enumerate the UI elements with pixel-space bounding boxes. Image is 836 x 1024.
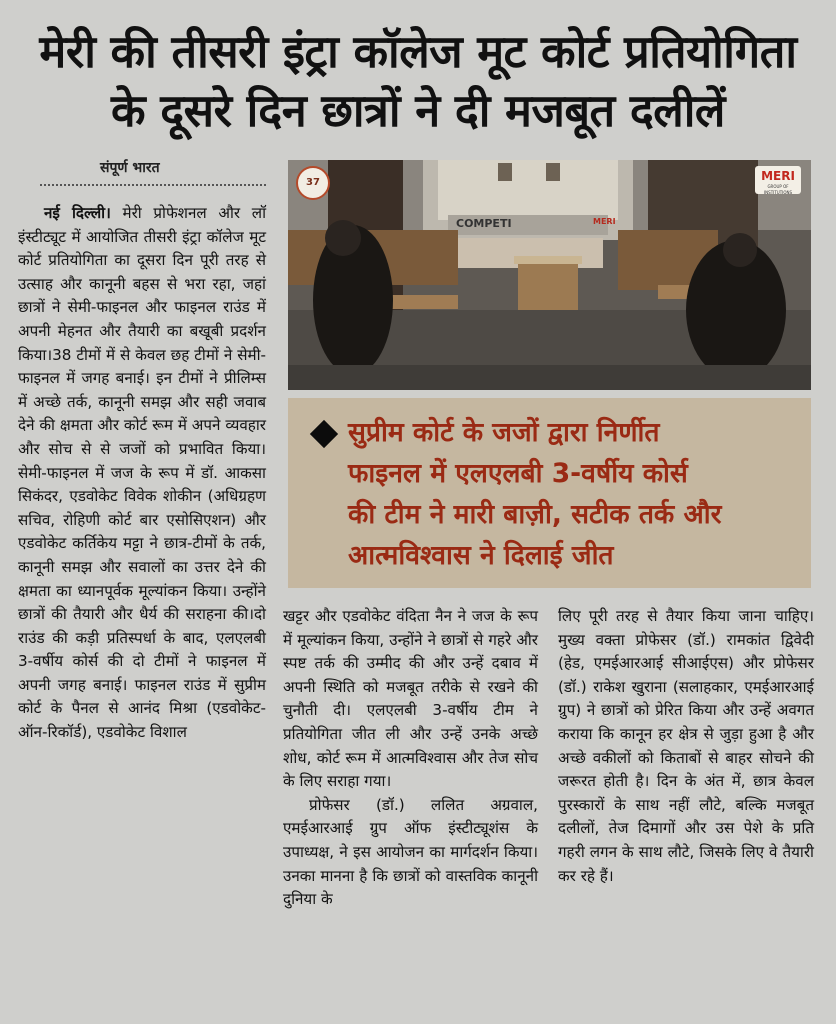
headline — [14, 22, 822, 140]
event-photo — [288, 160, 811, 390]
logo-text: MERI — [761, 169, 795, 183]
dateline: नई दिल्ली। — [44, 204, 111, 222]
article-column-2 — [283, 605, 538, 912]
article-paragraph: खट्टर और एडवोकेट वंदिता नैन ने जज के रूप में मूल्यांकन किया, उन्होंने ने छात्रों से गहरे और स्पष्ट तर्क की उम्मीद की और उन्हें दबाव में अपनी स्थिति को मजबूत तरीके से रखने की चुनौती दी। एलएलबी 3-वर्षीय टीम ने प्रतियोगिता जीत ली और उन्हें उनके अच्छे शोध, कोर्ट रूम में आत्मविश्वास और तेज सोच के लिए सराहा गया। — [283, 607, 538, 791]
courtroom-photo-illustration — [288, 160, 811, 390]
byline-divider — [40, 184, 266, 186]
dais-sign: MERI — [593, 217, 616, 226]
headline-line-1: मेरी की तीसरी इंट्रा कॉलेज मूट कोर्ट प्रतियोगिता — [39, 25, 797, 78]
competition-banner: COMPETI — [456, 217, 512, 230]
callout-line-3: की टीम ने मारी बाज़ी, सटीक तर्क और — [348, 499, 722, 530]
callout-line-1: सुप्रीम कोर्ट के जजों द्वारा निर्णीत — [348, 417, 660, 448]
highlight-callout — [288, 398, 811, 588]
article-paragraph: प्रोफेसर (डॉ.) ललित अग्रवाल, एमईआरआई ग्रुप ऑफ इंस्टीट्यूशंस के उपाध्यक्ष, ने इस आयोजन का मार्गदर्शन किया। उनका मानना है कि छात्रों को वास्तविक कानूनी दुनिया के — [283, 795, 538, 909]
logo-subtext: GROUP OF INSTITUTIONS — [763, 184, 792, 195]
anniversary-badge: 37 — [296, 166, 330, 200]
callout-line-4: आत्मविश्वास ने दिलाई जीत — [348, 540, 614, 571]
callout-text — [348, 412, 798, 576]
article-column-3 — [558, 605, 814, 888]
article-column-1 — [18, 202, 266, 745]
meri-logo — [755, 166, 801, 194]
diamond-bullet-icon — [310, 420, 338, 448]
callout-line-2: फाइनल में एलएलबी 3-वर्षीय कोर्स — [348, 458, 688, 489]
article-paragraph — [18, 202, 266, 745]
byline: संपूर्ण भारत — [100, 160, 160, 176]
paragraph-text: मेरी प्रोफेशनल और लॉ इंस्टीट्यूट में आयोजित तीसरी इंट्रा कॉलेज मूट कोर्ट प्रतियोगिता का दूसरा दिन पूरी तरह से उत्साह और कानूनी बहस से भरा रहा, जहां छात्रों ने सेमी-फाइनल और फाइनल राउंड में अपनी मेहनत और तैयारी का बखूबी प्रदर्शन किया।38 टीमों में से केवल छह टीमों ने सेमी-फाइनल में जगह बनाई। इन टीमों ने प्रीलिम्स में अच्छे तर्क, कानूनी समझ और सही जवाब देने की क्षमता और कोर्ट रूम में अपने व्यवहार और सोच से से जजों को प्रभावित किया। सेमी-फाइनल में जज के रूप में डॉ. आकसा सिकंदर, एडवोकेट विवेक शोकीन (अधिग्रहण सचिव, रोहिणी कोर्ट बार एसोसिएशन) और एडवोकेट कर्तिकेय मट्टा ने छात्र-टीमों के तर्क, कानूनी समझ और सवालों का उत्तर देने की क्षमता का ध्यानपूर्वक मूल्यांकन किया। उन्होंने छात्रों की तैयारी और धैर्य की सराहना की।दो राउंड की कड़ी प्रतिस्पर्धा के बाद, एलएलबी 3-वर्षीय कोर्स की दो टीमों ने फाइनल में अपनी जगह बनाई। फाइनल राउंड में सुप्रीम कोर्ट के पैनल से आनंद मिश्रा (एडवोकेट-ऑन-रिकॉर्ड), एडवोकेट विशाल — [18, 204, 266, 742]
headline-line-2: के दूसरे दिन छात्रों ने दी मजबूत दलीलें — [111, 84, 725, 137]
article-paragraph: लिए पूरी तरह से तैयार किया जाना चाहिए। मुख्य वक्ता प्रोफेसर (डॉ.) रामकांत द्विवेदी (हेड, एमईआरआई सीआईएस) और प्रोफेसर (डॉ.) राकेश खुराना (सलाहकार, एमईआरआई ग्रुप) ने छात्रों को प्रेरित किया और उन्हें अवगत कराया कि कानून हर क्षेत्र से जुड़ा हुआ है और अच्छे वकीलों को किताबों से बाहर सोचने की जरूरत होती है। दिन के अंत में, छात्र केवल पुरस्कारों के साथ नहीं लौटे, बल्कि मजबूत दलीलों, तेज दिमागों और उस पेशे के प्रति गहरी लगन के साथ लौटे, जिसके लिए वे तैयारी कर रहे हैं। — [558, 607, 814, 885]
